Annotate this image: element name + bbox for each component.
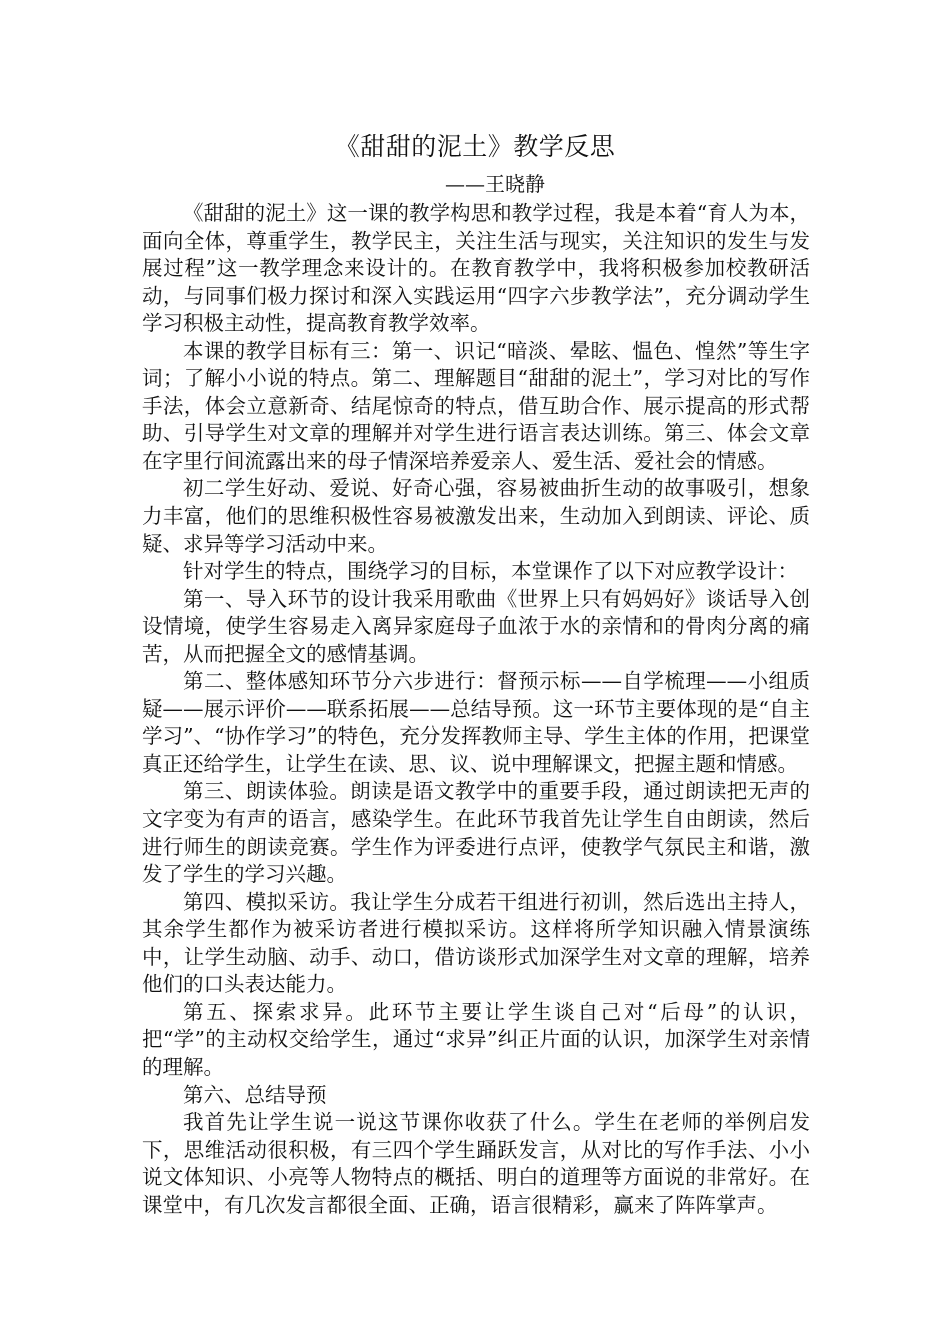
document-body — [142, 200, 810, 1219]
paragraph: 初二学生好动、爱说、好奇心强，容易被曲折生动的故事吸引，想象力丰富，他们的思维积极性容易被激发出来，生动加入到朗读、评论、质疑、求异等学习活动中来。 — [142, 476, 810, 556]
section-heading: 第六、总结导预 — [183, 1082, 327, 1107]
paragraph: 第一、导入环节的设计我采用歌曲《世界上只有妈妈好》谈话导入创设情境，使学生容易走入离异家庭母子血浓于水的亲情和的骨肉分离的痛苦，从而把握全文的感情基调。 — [142, 586, 810, 666]
document-title: 《甜甜的泥土》教学反思 — [334, 132, 616, 161]
paragraph: 我首先让学生说一说这节课你收获了什么。学生在老师的举例启发下，思维活动很积极，有三四个学生踊跃发言，从对比的写作手法、小小说文体知识、小亮等人物特点的概括、明白的道理等方面说的非常好。在课堂中，有几次发言都很全面、正确，语言很精彩，赢来了阵阵掌声。 — [142, 1110, 810, 1217]
paragraph: 第二、整体感知环节分六步进行：督预示标——自学梳理——小组质疑——展示评价——联系拓展——总结导预。这一环节主要体现的是“自主学习”、“协作学习”的特色，充分发挥教师主导、学生主体的作用，把课堂真正还给学生，让学生在读、思、议、说中理解课文，把握主题和情感。 — [142, 669, 810, 776]
paragraph: 本课的教学目标有三：第一、识记“暗淡、晕眩、愠色、惶然”等生字词；了解小小说的特点。第二、理解题目“甜甜的泥土”，学习对比的写作手法，体会立意新奇、结尾惊奇的特点，借互助合作、展示提高的形式帮助、引导学生对文章的理解并对学生进行语言表达训练。第三、体会文章在字里行间流露出来的母子情深培养爱亲人、爱生活、爱社会的情感。 — [142, 338, 810, 473]
paragraph: 《甜甜的泥土》这一课的教学构思和教学过程，我是本着“育人为本，面向全体，尊重学生，教学民主，关注生活与现实，关注知识的发生与发展过程”这一教学理念来设计的。在教育教学中，我将积极参加校教研活动，与同事们极力探讨和深入实践运用“四字六步教学法”，充分调动学生学习积极主动性，提高教育教学效率。 — [142, 201, 810, 336]
paragraph: 第三、朗读体验。朗读是语文教学中的重要手段，通过朗读把无声的文字变为有声的语言，感染学生。在此环节我首先让学生自由朗读，然后进行师生的朗读竞赛。学生作为评委进行点评，使教学气氛民主和谐，激发了学生的学习兴趣。 — [142, 779, 810, 887]
paragraph: 第五、探索求异。此环节主要让学生谈自己对“后母”的认识，把“学”的主动权交给学生，通过“求异”纠正片面的认识，加深学生对亲情的理解。 — [142, 999, 810, 1079]
paragraph: 针对学生的特点，围绕学习的目标，本堂课作了以下对应教学设计： — [183, 559, 798, 584]
document-author: ——王晓静 — [445, 172, 545, 196]
paragraph: 第四、模拟采访。我让学生分成若干组进行初训，然后选出主持人，其余学生都作为被采访者进行模拟采访。这样将所学知识融入情景演练中，让学生动脑、动手、动口，借访谈形式加深学生对文章的理解，培养他们的口头表达能力。 — [142, 889, 810, 997]
